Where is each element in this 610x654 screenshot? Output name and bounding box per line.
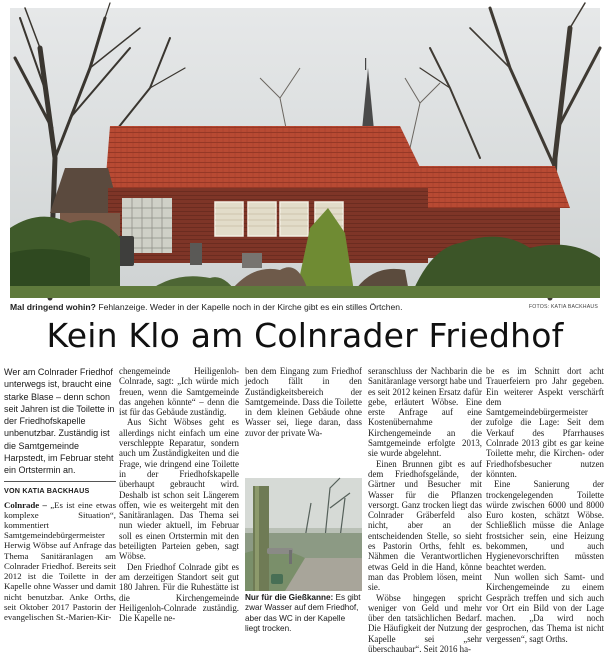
chapel-photo (10, 8, 600, 298)
photo-caption-bold: Mal dringend wohin? (10, 302, 96, 312)
photo-credit: FOTOS: KATIA BACKHAUS (528, 304, 598, 310)
paragraph: Nun wollen sich Samt- und Kirchengemeinde zu einem Gespräch treffen und sich auch vor Ort ein Bild von der Lage machen. „Da wird noch gesprochen, das Thema ist nicht vergessen“, sagt Orths. (486, 571, 604, 644)
article-body-start (4, 500, 116, 622)
paragraph: Aus Sicht Wöbses geht es allerdings nicht einfach um eine verschleppte Reparatur, sondern auch um Zuständigkeiten und die Frage, wie dringend eine Toilette in der Friedhofskapelle überhaupt gebraucht wird. Deshalb ist schon seit Längerem offen, wie es weitergeht mit den Sanitäranlagen. Das Thema sei nun wieder aktuell, im Februar soll es einen Ortstermin mit den beteiligten Parteien geben, sagt Wöbse. (119, 417, 239, 562)
paragraph: Einen Brunnen gibt es auf dem Friedhofsgelände, der Gärtner und Besucher mit Wasser für die Pflanzen versorgt. Ganz trocken liegt das Colnrader Gräberfeld also nicht, aber an der entscheidenden Stelle, so sieht es Pastorin Orths, fehlt es. Nähmen die Verantwortlichen etwas Geld in die Hand, könne man das Problem lösen, meint sie. (368, 458, 482, 593)
body-text-1: „Es ist eine etwas komplexe Situation“, kommentiert Samtgemeindebürgermeister Herwig Wöbse auf Anfrage das Thema Sanitäranlagen am Colnrader Friedhof. Bereits seit 2012 ist die Toilette in der Kapelle ohne Wasser und damit nicht benutzbar. Anke Orths, seit Oktober 2017 Pastorin der evangelischen St.-Marien-Kir- (4, 499, 116, 622)
byline: VON KATIA BACKHAUS (4, 485, 90, 495)
photo-caption (10, 300, 600, 314)
paragraph: be es im Schnitt dort acht Trauerfeiern pro Jahr gegeben. Ein weiterer Aspekt verschärft dem Samtgemeindebürgermeister zufolge die Lage: Seit dem Verkauf des Pfarrhauses Colnrade 2013 gibt es gar keine Toilette mehr, die Kirchen- oder Friedhofsbesucher nutzen könnten. (486, 366, 604, 479)
article-lead: Wer am Colnrader Friedhof unterwegs ist, braucht eine starke Blase – denn schon seit Jahren ist die Toilette in der Friedhofskapelle unbenutzbar. Zuständig ist die Samtgemeinde Harpstedt, im Februar steht ein Ortstermin an. (4, 367, 115, 476)
dateline: Colnrade – (4, 499, 47, 510)
inset-caption (245, 593, 362, 634)
watering-can-photo (245, 478, 362, 591)
inset-caption-bold: Nur für die Gießkanne: (245, 593, 334, 602)
headline: Kein Klo am Colnrader Friedhof (46, 316, 564, 355)
inset-caption-text: Es gibt zwar Wasser auf dem Friedhof, aber das WC in der Kapelle liegt trocken. (245, 593, 361, 633)
photo-caption-row (10, 300, 600, 314)
column-2 (119, 366, 239, 623)
photo-caption-text: Fehlanzeige. Weder in der Kapelle noch in der Kirche gibt es ein stilles Örtchen. (95, 302, 403, 312)
column-3 (245, 366, 362, 438)
column-1 (4, 366, 116, 622)
paragraph: seranschluss der Nachbarin die Sanitäranlage versorgt habe und es seit 2012 keinen Ersatz dafür gebe, erläutert Wöbse. Eine erste Anfrage auf eine Kostenübernahme der Kirchengemeinde an die Samtgemeinde erfolgte 2013, sie wurde abgelehnt. (368, 366, 482, 459)
byline-rule (4, 481, 116, 482)
paragraph: Wöbse hingegen spricht weniger von Geld und mehr über den tatsächlichen Bedarf. Die Häufigkeit der Nutzung der Kapelle sei „sehr überschaubar“. Seit 2016 ha- (368, 592, 482, 654)
column-4 (368, 366, 482, 654)
paragraph: ben dem Eingang zum Friedhof jedoch fällt in den Zuständigkeitsbereich der Samtgemeinde. Dass die Toilette in dem kleinen Gebäude ohne Wasser sei, liege daran, dass zuvor der private Wa- (245, 366, 362, 438)
column-5 (486, 366, 604, 644)
paragraph: chengemeinde Heiligenloh-Colnrade, sagt: „Ich würde mich freuen, wenn die Samtgemeinde das angehen könnte“ – denn die ist für das Gebäude zuständig. (119, 366, 239, 418)
paragraph: Den Friedhof Colnrade gibt es am derzeitigen Standort seit gut 180 Jahren. Für die Ruhestätte ist die Kirchengemeinde Heiligenloh-Colnrade zuständig. Die Kapelle ne- (119, 561, 239, 624)
paragraph: Eine Sanierung der trockengelegenden Toilette würde zwischen 6000 und 8000 Euro kosten, schätzt Wöbse. Schließlich müsse die Anlage frostsicher sein, eine Heizung bekommen, und auch Hygienevorschriften müssten beachtet werden. (486, 479, 604, 572)
